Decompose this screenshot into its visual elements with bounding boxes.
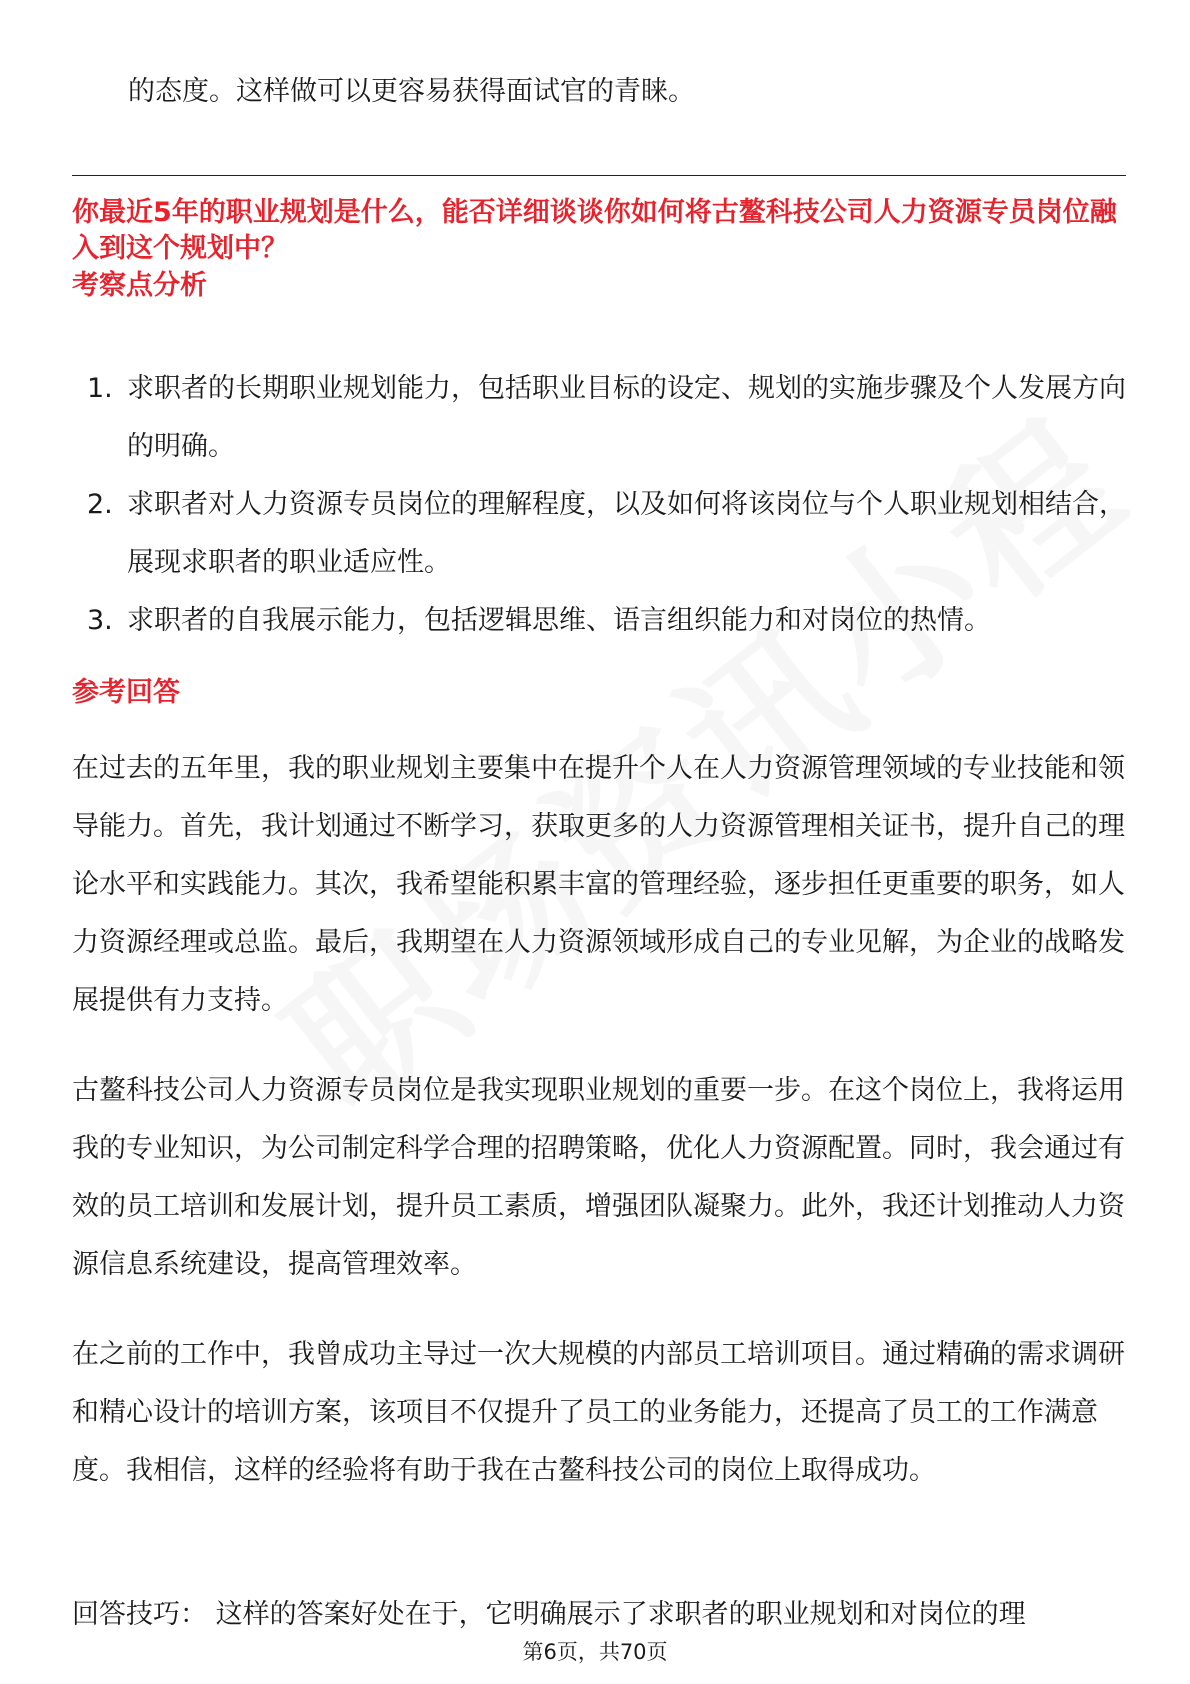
question-title: 你最近5年的职业规划是什么，能否详细谈谈你如何将古鳌科技公司人力资源专员岗位融入到这个规划中？ (72, 197, 1117, 264)
page-footer: 第6页，共70页 (522, 1640, 668, 1664)
analysis-point (72, 476, 1132, 592)
continuation-text: 的态度。这样做可以更容易获得面试官的青睐。 (128, 76, 695, 107)
analysis-point (72, 592, 1132, 650)
point-number: 3. (87, 605, 113, 636)
answer-paragraph: 古鳌科技公司人力资源专员岗位是我实现职业规划的重要一步。在这个岗位上，我将运用我的专业知识，为公司制定科学合理的招聘策略，优化人力资源配置。同时，我会通过有效的员工培训和发展计划，提升员工素质，增强团队凝聚力。此外，我还计划推动人力资源信息系统建设，提高管理效率。 (72, 1075, 1125, 1280)
answer-paragraph: 在之前的工作中，我曾成功主导过一次大规模的内部员工培训项目。通过精确的需求调研和精心设计的培训方案，该项目不仅提升了员工的业务能力，还提高了员工的工作满意度。我相信，这样的经验将有助于我在古鳌科技公司的岗位上取得成功。 (72, 1339, 1125, 1486)
section-divider (72, 175, 1126, 176)
point-text: 求职者对人力资源专员岗位的理解程度，以及如何将该岗位与个人职业规划相结合，展现求职者的职业适应性。 (127, 489, 1126, 578)
answer-heading: 参考回答 (72, 677, 180, 708)
point-number: 2. (87, 489, 113, 520)
answer-tips: 回答技巧： 这样的答案好处在于，它明确展示了求职者的职业规划和对岗位的理 (72, 1599, 1026, 1630)
analysis-points-list (72, 360, 1132, 650)
point-text: 求职者的自我展示能力，包括逻辑思维、语言组织能力和对岗位的热情。 (127, 605, 991, 636)
analysis-point (72, 360, 1132, 476)
analysis-heading: 考察点分析 (72, 270, 207, 301)
answer-paragraph: 在过去的五年里，我的职业规划主要集中在提升个人在人力资源管理领域的专业技能和领导能力。首先，我计划通过不断学习，获取更多的人力资源管理相关证书，提升自己的理论水平和实践能力。其次，我希望能积累丰富的管理经验，逐步担任更重要的职务，如人力资源经理或总监。最后，我期望在人力资源领域形成自己的专业见解，为企业的战略发展提供有力支持。 (72, 753, 1125, 1016)
point-number: 1. (87, 373, 113, 404)
point-text: 求职者的长期职业规划能力，包括职业目标的设定、规划的实施步骤及个人发展方向的明确。 (127, 373, 1126, 462)
